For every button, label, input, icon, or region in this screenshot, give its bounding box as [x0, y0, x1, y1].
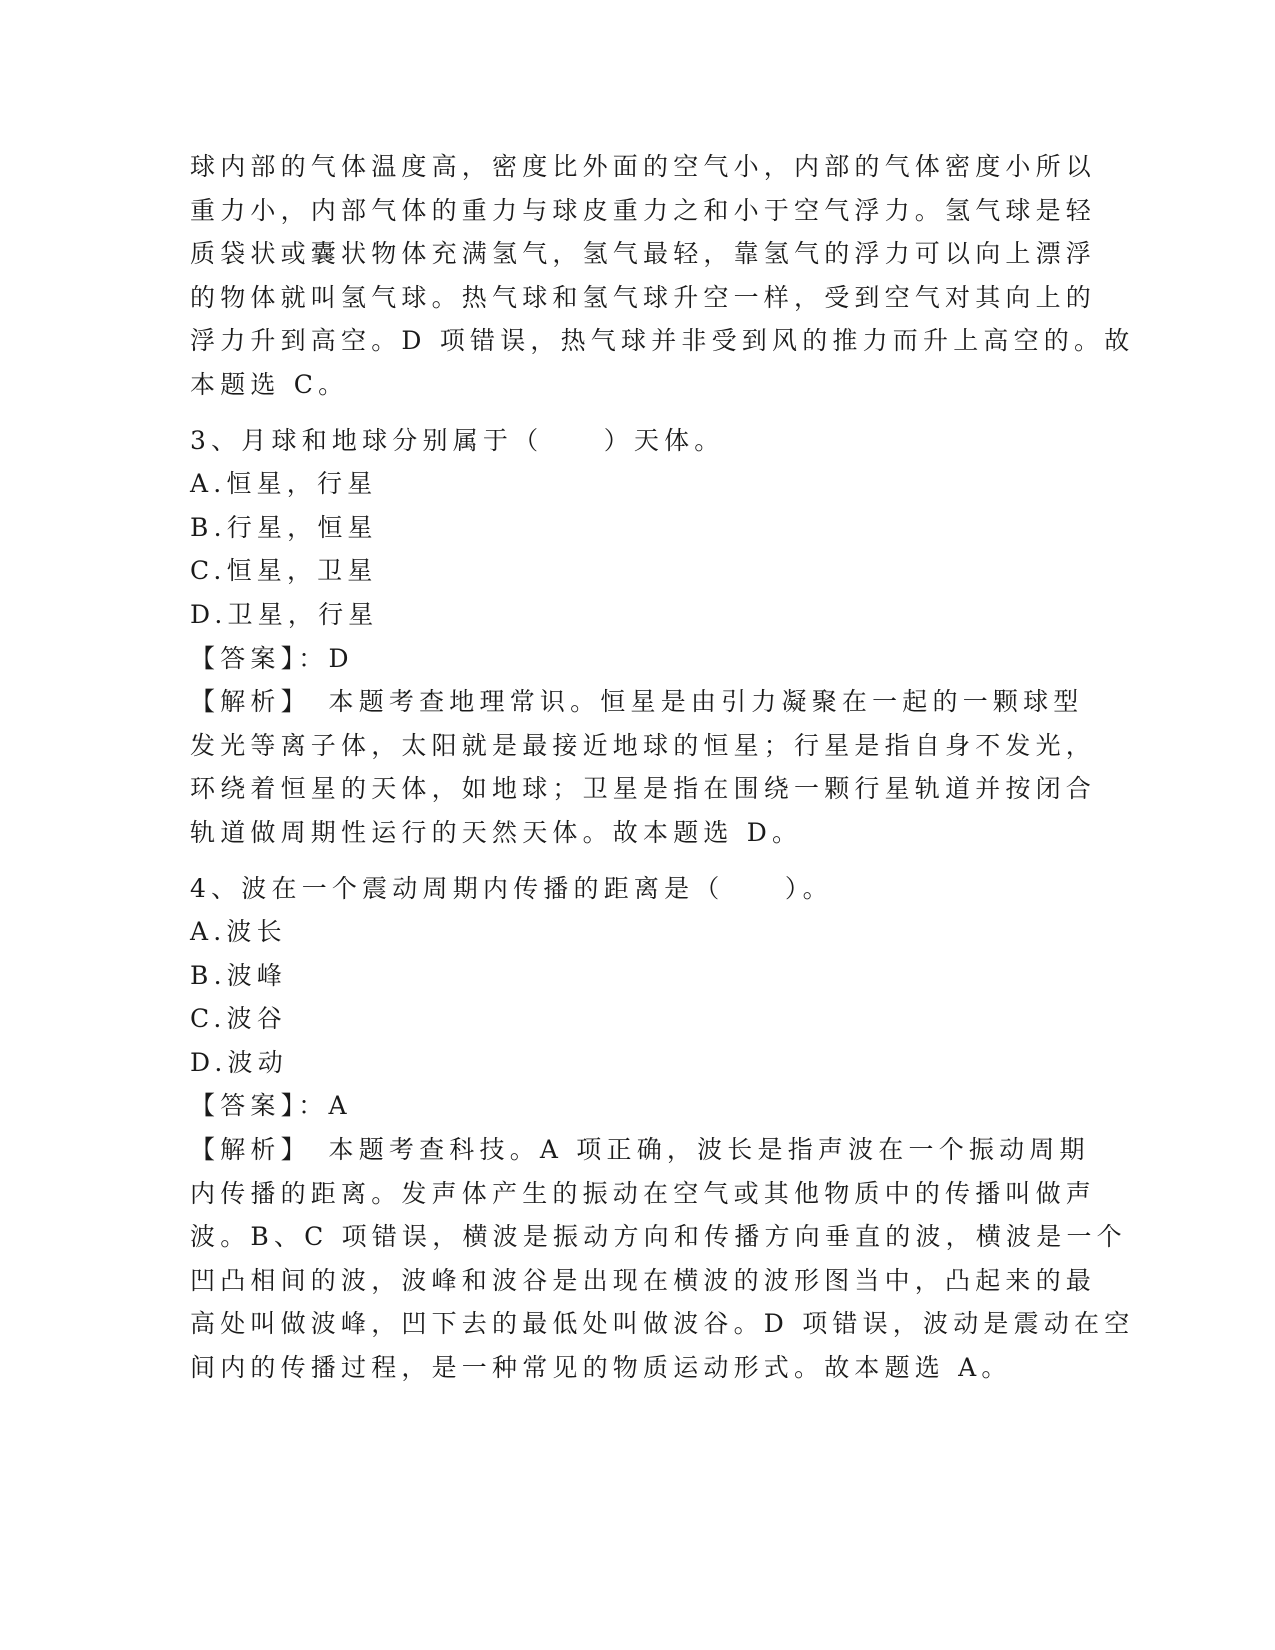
explanation-line: 间内的传播过程，是一种常见的物质运动形式。故本题选 A。	[190, 1353, 1012, 1383]
option-a: A.波长	[190, 917, 287, 947]
intro-paragraph	[190, 145, 1135, 407]
question-stem: 4、波在一个震动周期内传播的距离是（ ）。	[190, 873, 833, 903]
question-stem: 3、月球和地球分别属于（ ）天体。	[190, 425, 725, 455]
question-4	[190, 867, 1135, 1390]
explanation-line: 波。B、C 项错误，横波是振动方向和传播方向垂直的波，横波是一个	[190, 1222, 1127, 1252]
explanation-line: 轨道做周期性运行的天然天体。故本题选 D。	[190, 817, 803, 847]
explanation-line: 发光等离子体，太阳就是最接近地球的恒星；行星是指自身不发光，	[190, 730, 1097, 760]
explanation-line: 环绕着恒星的天体，如地球；卫星是指在围绕一颗行星轨道并按闭合	[190, 774, 1097, 804]
option-d: D.卫星，行星	[190, 599, 379, 629]
text-line: 球内部的气体温度高，密度比外面的空气小，内部的气体密度小所以	[190, 152, 1097, 181]
option-b: B.波峰	[190, 960, 288, 990]
option-c: C.波谷	[190, 1004, 287, 1034]
option-c: C.恒星，卫星	[190, 556, 378, 586]
option-a: A.恒星，行星	[190, 469, 378, 499]
text-line: 重力小，内部气体的重力与球皮重力之和小于空气浮力。氢气球是轻	[190, 195, 1097, 225]
explanation-line: 凹凸相间的波，波峰和波谷是出现在横波的波形图当中，凸起来的最	[190, 1265, 1097, 1295]
explanation-line: 【解析】 本题考查科技。A 项正确，波长是指声波在一个振动周期	[190, 1135, 1090, 1165]
option-d: D.波动	[190, 1047, 288, 1077]
text-line: 的物体就叫氢气球。热气球和氢气球升空一样，受到空气对其向上的	[190, 282, 1097, 312]
text-line: 本题选 C。	[190, 369, 349, 399]
explanation-line: 高处叫做波峰，凹下去的最低处叫做波谷。D 项错误，波动是震动在空	[190, 1309, 1135, 1339]
explanation-line: 内传播的距离。发声体产生的振动在空气或其他物质中的传播叫做声	[190, 1178, 1097, 1208]
text-line: 浮力升到高空。D 项错误，热气球并非受到风的推力而升上高空的。故	[190, 326, 1135, 356]
answer-line: 【答案】：D	[190, 643, 354, 673]
question-3	[190, 419, 1097, 855]
explanation-line: 【解析】 本题考查地理常识。恒星是由引力凝聚在一起的一颗球型	[190, 687, 1084, 717]
answer-line: 【答案】：A	[190, 1091, 352, 1121]
document-page	[190, 145, 1135, 1390]
text-line: 质袋状或囊状物体充满氢气，氢气最轻，靠氢气的浮力可以向上漂浮	[190, 239, 1097, 269]
option-b: B.行星，恒星	[190, 512, 378, 542]
